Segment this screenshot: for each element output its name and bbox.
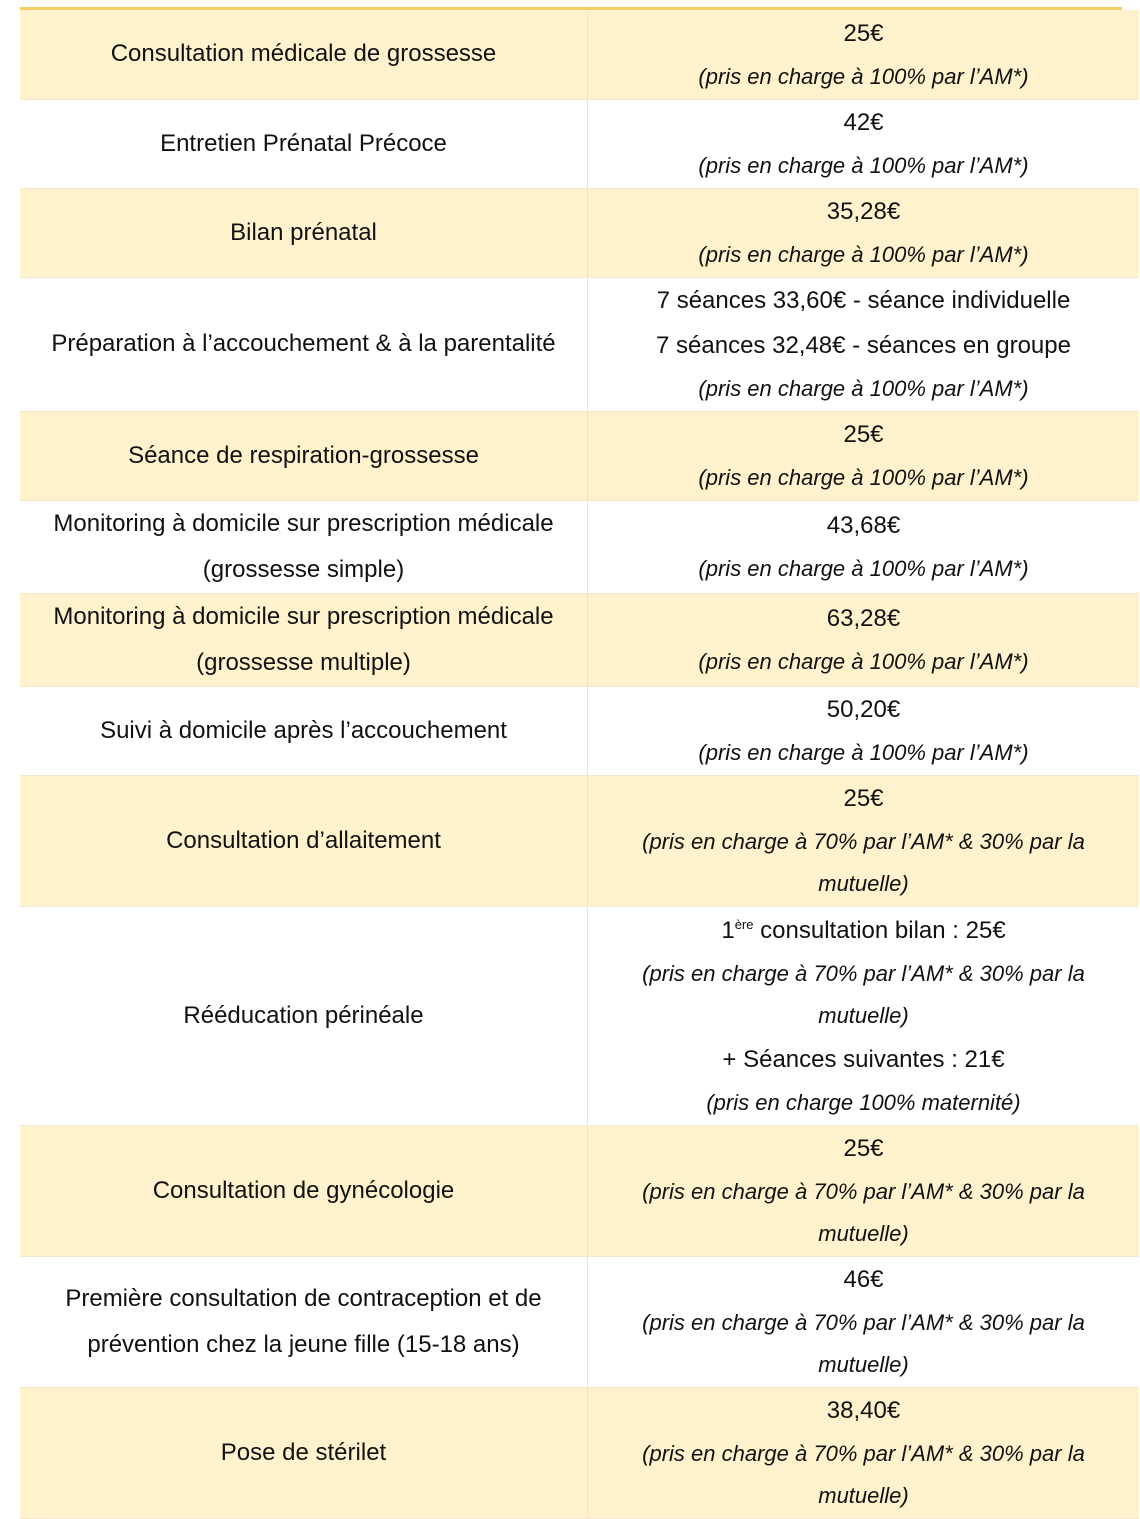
table-row xyxy=(20,500,1139,593)
pricing-table xyxy=(20,10,1139,1519)
coverage-note: (pris en charge à 100% par l’AM*) xyxy=(698,242,1029,267)
price-cell xyxy=(588,500,1140,593)
price-cell xyxy=(588,593,1140,686)
coverage-note: (pris en charge à 100% par l’AM*) xyxy=(698,376,1029,401)
price-cell xyxy=(588,686,1140,775)
price-value: 25€ xyxy=(843,785,884,812)
table-row xyxy=(20,277,1139,411)
coverage-note: (pris en charge à 70% par l’AM* & 30% par la mutuelle) xyxy=(642,960,1085,1028)
table-row xyxy=(20,1256,1139,1387)
price-cell xyxy=(588,906,1140,1125)
price-cell xyxy=(588,10,1140,99)
coverage-note-secondary: (pris en charge 100% maternité) xyxy=(706,1089,1021,1115)
service-label: Séance de respiration-grossesse xyxy=(20,411,588,500)
price-value: 46€ xyxy=(843,1266,884,1293)
service-label: Première consultation de contraception et de prévention chez la jeune fille (15-18 ans) xyxy=(20,1256,588,1387)
service-label: Consultation d’allaitement xyxy=(20,775,588,906)
coverage-note: (pris en charge à 100% par l’AM*) xyxy=(698,63,1029,89)
price-value: 38,40€ xyxy=(826,1397,901,1424)
service-label: Consultation médicale de grossesse xyxy=(20,10,588,99)
price-cell xyxy=(588,99,1140,188)
price-value: 25€ xyxy=(843,1135,884,1162)
table-row xyxy=(20,411,1139,500)
price-value: 7 séances 32,48€ - séances en groupe xyxy=(656,332,1071,359)
coverage-note: (pris en charge à 70% par l’AM* & 30% par la mutuelle) xyxy=(642,1179,1085,1246)
service-label: Pose de stérilet xyxy=(20,1387,588,1518)
table-row xyxy=(20,593,1139,686)
table-row xyxy=(20,1125,1139,1256)
price-value xyxy=(588,908,1139,953)
price-cell xyxy=(588,1125,1140,1256)
service-label: Consultation de gynécologie xyxy=(20,1125,588,1256)
price-value: 42€ xyxy=(843,109,884,136)
price-cell xyxy=(588,775,1140,906)
coverage-note: (pris en charge à 100% par l’AM*) xyxy=(698,153,1029,178)
service-label: Monitoring à domicile sur prescription médicale (grossesse multiple) xyxy=(20,593,588,686)
price-value: 50,20€ xyxy=(826,696,901,723)
pricing-table-wrapper xyxy=(20,7,1122,1519)
service-label: Bilan prénatal xyxy=(20,188,588,277)
coverage-note: (pris en charge à 70% par l’AM* & 30% par la mutuelle) xyxy=(642,1310,1085,1377)
table-row xyxy=(20,99,1139,188)
price-superscript: ère xyxy=(734,916,754,932)
coverage-note: (pris en charge à 100% par l’AM*) xyxy=(698,649,1029,674)
price-cell xyxy=(588,188,1140,277)
coverage-note: (pris en charge à 100% par l’AM*) xyxy=(698,465,1029,490)
table-row xyxy=(20,906,1139,1125)
table-row xyxy=(20,1387,1139,1518)
price-cell xyxy=(588,411,1140,500)
price-value: 35,28€ xyxy=(826,198,901,225)
table-row xyxy=(20,10,1139,99)
price-suffix: consultation bilan : 25€ xyxy=(753,916,1006,944)
service-label: Préparation à l’accouchement & à la parentalité xyxy=(20,277,588,411)
price-cell xyxy=(588,277,1140,411)
service-label: Entretien Prénatal Précoce xyxy=(20,99,588,188)
coverage-note: (pris en charge à 100% par l’AM*) xyxy=(698,740,1029,765)
coverage-note: (pris en charge à 70% par l’AM* & 30% par la mutuelle) xyxy=(642,829,1085,896)
service-label: Rééducation périnéale xyxy=(20,906,588,1125)
price-cell xyxy=(588,1256,1140,1387)
service-label: Monitoring à domicile sur prescription médicale (grossesse simple) xyxy=(20,500,588,593)
price-value: 63,28€ xyxy=(826,605,901,632)
price-cell xyxy=(588,1387,1140,1518)
price-value-secondary: + Séances suivantes : 21€ xyxy=(722,1045,1005,1073)
service-label: Suivi à domicile après l’accouchement xyxy=(20,686,588,775)
coverage-note: (pris en charge à 100% par l’AM*) xyxy=(698,556,1029,581)
coverage-note: (pris en charge à 70% par l’AM* & 30% par la mutuelle) xyxy=(642,1441,1085,1508)
price-value: 25€ xyxy=(843,421,884,448)
price-value: 43,68€ xyxy=(826,512,901,539)
price-value: 25€ xyxy=(843,19,884,47)
price-prefix: 1 xyxy=(721,916,735,944)
price-value: 7 séances 33,60€ - séance individuelle xyxy=(656,287,1071,314)
table-row xyxy=(20,188,1139,277)
table-row xyxy=(20,775,1139,906)
table-row xyxy=(20,686,1139,775)
